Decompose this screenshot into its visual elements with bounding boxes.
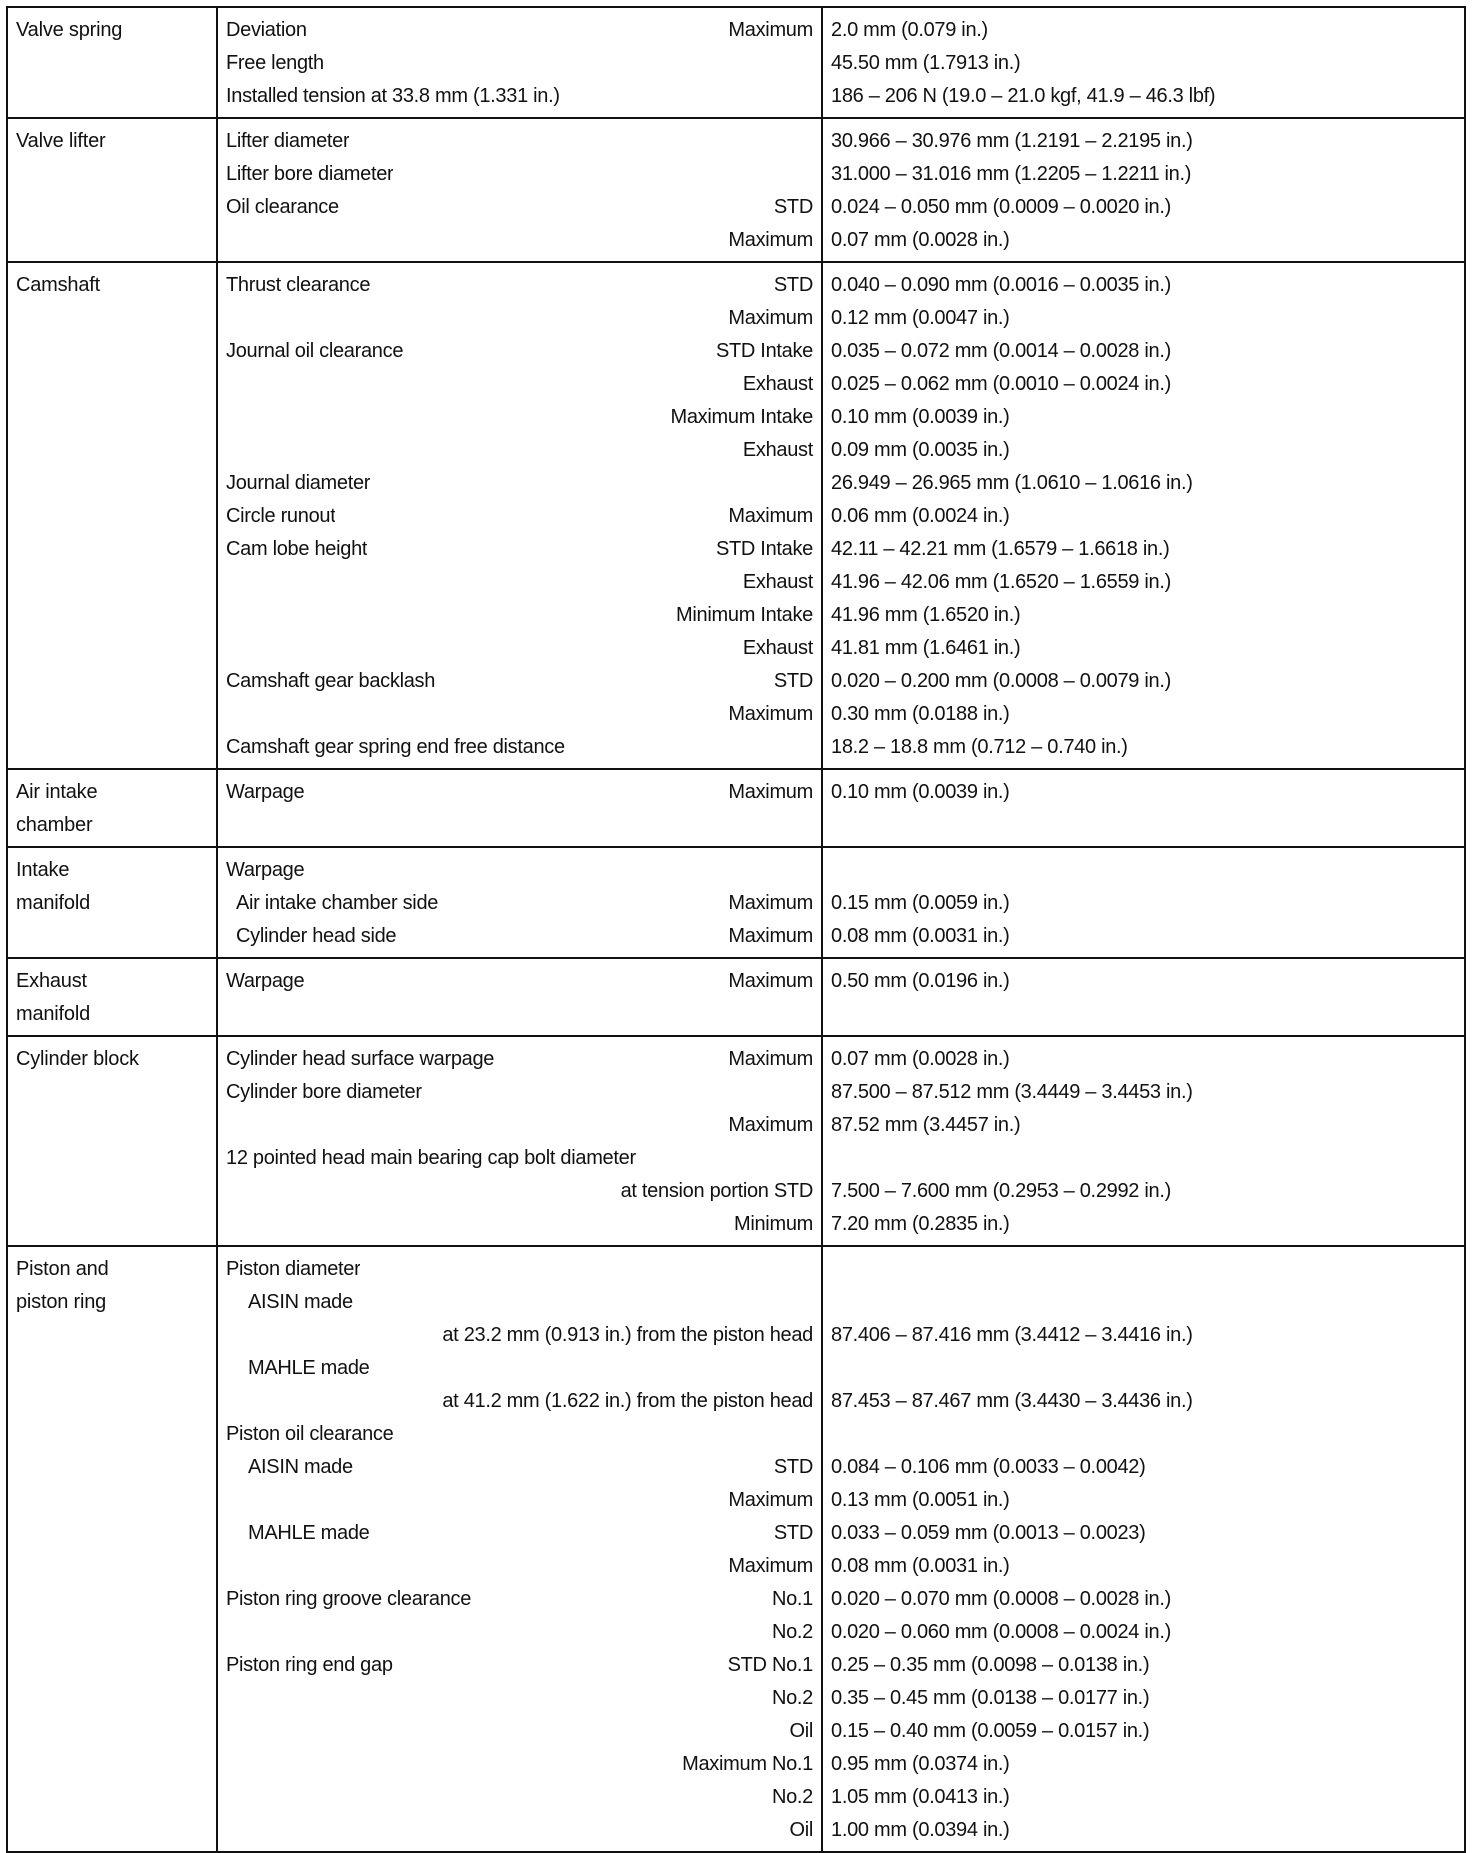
spec-value (831, 1142, 1456, 1175)
spec-line (226, 434, 813, 467)
spec-qualifier: STD (773, 1522, 813, 1544)
spec-section (7, 118, 1465, 262)
spec-section (7, 958, 1465, 1036)
item-cell (217, 1036, 822, 1246)
spec-label: MAHLE made (248, 1357, 370, 1379)
spec-label: Piston ring groove clearance (226, 1588, 472, 1610)
spec-value: 87.406 – 87.416 mm (3.4412 – 3.4416 in.) (831, 1324, 1193, 1346)
spec-value: 0.06 mm (0.0024 in.) (831, 505, 1010, 527)
spec-label: Deviation (226, 19, 307, 41)
spec-value: 45.50 mm (1.7913 in.) (831, 52, 1021, 74)
component-name: Exhaust manifold (16, 970, 90, 1025)
spec-qualifier: No.2 (771, 1786, 813, 1808)
spec-value: 7.20 mm (0.2835 in.) (831, 1213, 1010, 1235)
spec-line (226, 467, 813, 500)
spec-qualifier: Maximum (728, 307, 813, 329)
specification-table (6, 6, 1466, 1853)
component-cell (7, 1036, 217, 1246)
spec-line (226, 125, 813, 158)
spec-value: 87.453 – 87.467 mm (3.4430 – 3.4436 in.) (831, 1390, 1193, 1412)
spec-value: 26.949 – 26.965 mm (1.0610 – 1.0616 in.) (831, 472, 1193, 494)
spec-qualifier: Maximum (728, 229, 813, 251)
spec-qualifier: Maximum (728, 19, 813, 41)
spec-value: 30.966 – 30.976 mm (1.2191 – 2.2195 in.) (831, 130, 1193, 152)
spec-qualifier: STD Intake (715, 538, 813, 560)
spec-qualifier: at 41.2 mm (1.622 in.) from the piston head (442, 1390, 813, 1412)
spec-label: Journal oil clearance (226, 340, 404, 362)
spec-line (226, 14, 813, 47)
spec-label: Thrust clearance (226, 274, 371, 296)
spec-value: 0.024 – 0.050 mm (0.0009 – 0.0020 in.) (831, 196, 1171, 218)
item-cell (217, 1246, 822, 1852)
spec-label: AISIN made (248, 1291, 353, 1313)
spec-value: 0.08 mm (0.0031 in.) (831, 925, 1010, 947)
spec-value: 0.25 – 0.35 mm (0.0098 – 0.0138 in.) (831, 1654, 1150, 1676)
component-name: Cylinder block (16, 1048, 139, 1070)
item-cell (217, 847, 822, 958)
spec-qualifier: No.2 (771, 1621, 813, 1643)
spec-label: Cylinder head surface warpage (226, 1048, 495, 1070)
item-cell (217, 118, 822, 262)
item-cell (217, 262, 822, 769)
spec-label: Warpage (226, 970, 305, 992)
value-cell (822, 1036, 1465, 1246)
spec-line (226, 1748, 813, 1781)
spec-line (226, 1319, 813, 1352)
spec-value: 87.500 – 87.512 mm (3.4449 – 3.4453 in.) (831, 1081, 1193, 1103)
spec-qualifier: STD (773, 274, 813, 296)
spec-section (7, 1246, 1465, 1852)
component-cell (7, 1246, 217, 1852)
spec-line (226, 1715, 813, 1748)
spec-value: 7.500 – 7.600 mm (0.2953 – 0.2992 in.) (831, 1180, 1171, 1202)
spec-value: 0.07 mm (0.0028 in.) (831, 229, 1010, 251)
spec-line (226, 80, 813, 113)
spec-line (226, 191, 813, 224)
spec-label: 12 pointed head main bearing cap bolt diameter (226, 1147, 636, 1169)
spec-qualifier: Maximum (728, 505, 813, 527)
spec-label: Journal diameter (226, 472, 371, 494)
spec-qualifier: Exhaust (742, 571, 813, 593)
spec-qualifier: STD Intake (715, 340, 813, 362)
component-name: Piston and piston ring (16, 1258, 109, 1313)
spec-label: MAHLE made (248, 1522, 370, 1544)
spec-label: Piston oil clearance (226, 1423, 394, 1445)
spec-line (226, 1043, 813, 1076)
spec-line (226, 368, 813, 401)
spec-qualifier: Maximum (728, 970, 813, 992)
spec-label: Lifter diameter (226, 130, 350, 152)
spec-line (226, 1109, 813, 1142)
spec-value: 0.15 mm (0.0059 in.) (831, 892, 1010, 914)
spec-value: 0.50 mm (0.0196 in.) (831, 970, 1010, 992)
spec-qualifier: No.1 (771, 1588, 813, 1610)
spec-value: 0.10 mm (0.0039 in.) (831, 781, 1010, 803)
spec-line (226, 401, 813, 434)
spec-line (226, 269, 813, 302)
spec-qualifier: Minimum (733, 1213, 813, 1235)
spec-value: 0.12 mm (0.0047 in.) (831, 307, 1010, 329)
spec-value: 0.033 – 0.059 mm (0.0013 – 0.0023) (831, 1522, 1146, 1544)
spec-label: Warpage (226, 781, 305, 803)
spec-line (226, 1649, 813, 1682)
spec-value: 42.11 – 42.21 mm (1.6579 – 1.6618 in.) (831, 538, 1170, 560)
spec-label: Camshaft gear spring end free distance (226, 736, 565, 758)
spec-line (226, 1352, 813, 1385)
spec-line (226, 920, 813, 953)
spec-line (226, 224, 813, 257)
spec-value: 2.0 mm (0.079 in.) (831, 19, 988, 41)
spec-line (226, 500, 813, 533)
value-cell (822, 847, 1465, 958)
spec-line (226, 1142, 813, 1175)
item-cell (217, 958, 822, 1036)
spec-section (7, 7, 1465, 118)
spec-label: Piston diameter (226, 1258, 361, 1280)
spec-line (226, 1781, 813, 1814)
spec-label: Piston ring end gap (226, 1654, 393, 1676)
spec-value: 186 – 206 N (19.0 – 21.0 kgf, 41.9 – 46.3 lbf) (831, 85, 1216, 107)
spec-value (831, 854, 1456, 887)
spec-label: Warpage (226, 859, 305, 881)
spec-value: 0.035 – 0.072 mm (0.0014 – 0.0028 in.) (831, 340, 1171, 362)
component-name: Air intake chamber (16, 781, 98, 836)
spec-line (226, 1583, 813, 1616)
spec-qualifier: STD No.1 (727, 1654, 813, 1676)
specification-table-body (7, 7, 1465, 1852)
spec-line (226, 599, 813, 632)
spec-line (226, 1682, 813, 1715)
spec-line (226, 965, 813, 998)
spec-value: 41.96 mm (1.6520 in.) (831, 604, 1021, 626)
spec-line (226, 731, 813, 764)
spec-line (226, 566, 813, 599)
spec-line (226, 887, 813, 920)
spec-line (226, 1286, 813, 1319)
spec-line (226, 335, 813, 368)
spec-section (7, 262, 1465, 769)
value-cell (822, 7, 1465, 118)
spec-qualifier: STD (773, 670, 813, 692)
spec-value (831, 1418, 1456, 1451)
component-cell (7, 958, 217, 1036)
spec-value: 41.96 – 42.06 mm (1.6520 – 1.6559 in.) (831, 571, 1171, 593)
spec-section (7, 769, 1465, 847)
spec-label: Cylinder head side (236, 925, 397, 947)
spec-line (226, 47, 813, 80)
spec-line (226, 632, 813, 665)
component-name: Valve spring (16, 19, 123, 41)
spec-qualifier: Oil (789, 1819, 813, 1841)
value-cell (822, 1246, 1465, 1852)
component-cell (7, 847, 217, 958)
value-cell (822, 118, 1465, 262)
spec-value: 0.040 – 0.090 mm (0.0016 – 0.0035 in.) (831, 274, 1171, 296)
spec-qualifier: Exhaust (742, 439, 813, 461)
spec-value: 0.95 mm (0.0374 in.) (831, 1753, 1010, 1775)
spec-qualifier: Maximum (728, 1114, 813, 1136)
item-cell (217, 769, 822, 847)
component-cell (7, 118, 217, 262)
spec-label: AISIN made (248, 1456, 353, 1478)
spec-value: 0.10 mm (0.0039 in.) (831, 406, 1010, 428)
spec-line (226, 1175, 813, 1208)
value-cell (822, 769, 1465, 847)
component-cell (7, 7, 217, 118)
spec-value: 0.020 – 0.060 mm (0.0008 – 0.0024 in.) (831, 1621, 1171, 1643)
component-cell (7, 262, 217, 769)
spec-value: 0.020 – 0.070 mm (0.0008 – 0.0028 in.) (831, 1588, 1171, 1610)
item-cell (217, 7, 822, 118)
spec-value: 0.09 mm (0.0035 in.) (831, 439, 1010, 461)
spec-line (226, 533, 813, 566)
spec-qualifier: Maximum No.1 (682, 1753, 813, 1775)
spec-line (226, 1484, 813, 1517)
spec-line (226, 1616, 813, 1649)
spec-line (226, 776, 813, 809)
spec-line (226, 1451, 813, 1484)
spec-line (226, 698, 813, 731)
spec-qualifier: Maximum (728, 781, 813, 803)
spec-value: 18.2 – 18.8 mm (0.712 – 0.740 in.) (831, 736, 1128, 758)
spec-line (226, 1418, 813, 1451)
spec-qualifier: Oil (789, 1720, 813, 1742)
spec-value (831, 1253, 1456, 1286)
spec-label: Oil clearance (226, 196, 339, 218)
spec-value: 0.35 – 0.45 mm (0.0138 – 0.0177 in.) (831, 1687, 1150, 1709)
value-cell (822, 958, 1465, 1036)
component-name: Camshaft (16, 274, 100, 296)
component-name: Intake manifold (16, 859, 90, 914)
spec-value: 31.000 – 31.016 mm (1.2205 – 1.2211 in.) (831, 163, 1192, 185)
spec-line (226, 854, 813, 887)
spec-label: Circle runout (226, 505, 336, 527)
spec-line (226, 665, 813, 698)
spec-qualifier: Maximum (728, 703, 813, 725)
spec-label: Cylinder bore diameter (226, 1081, 422, 1103)
spec-section (7, 1036, 1465, 1246)
spec-value (831, 1286, 1456, 1319)
spec-line (226, 1814, 813, 1847)
spec-qualifier: Minimum Intake (676, 604, 813, 626)
spec-value: 0.30 mm (0.0188 in.) (831, 703, 1010, 725)
value-cell (822, 262, 1465, 769)
spec-qualifier: Maximum (728, 1489, 813, 1511)
spec-line (226, 158, 813, 191)
spec-qualifier: STD (773, 1456, 813, 1478)
spec-qualifier: at 23.2 mm (0.913 in.) from the piston head (442, 1324, 813, 1346)
spec-qualifier: Exhaust (742, 637, 813, 659)
spec-qualifier: Maximum (728, 1555, 813, 1577)
spec-value: 0.08 mm (0.0031 in.) (831, 1555, 1010, 1577)
component-name: Valve lifter (16, 130, 106, 152)
spec-section (7, 847, 1465, 958)
spec-value: 0.07 mm (0.0028 in.) (831, 1048, 1010, 1070)
spec-value (831, 1352, 1456, 1385)
spec-qualifier: Maximum (728, 1048, 813, 1070)
spec-label: Cam lobe height (226, 538, 368, 560)
spec-value: 0.15 – 0.40 mm (0.0059 – 0.0157 in.) (831, 1720, 1150, 1742)
spec-value: 1.05 mm (0.0413 in.) (831, 1786, 1010, 1808)
spec-line (226, 1550, 813, 1583)
spec-label: Installed tension at 33.8 mm (1.331 in.) (226, 85, 560, 107)
spec-line (226, 1076, 813, 1109)
spec-line (226, 1208, 813, 1241)
spec-value: 87.52 mm (3.4457 in.) (831, 1114, 1021, 1136)
spec-value: 0.020 – 0.200 mm (0.0008 – 0.0079 in.) (831, 670, 1171, 692)
spec-qualifier: STD (773, 196, 813, 218)
spec-value: 41.81 mm (1.6461 in.) (831, 637, 1021, 659)
spec-value: 0.13 mm (0.0051 in.) (831, 1489, 1010, 1511)
spec-line (226, 1253, 813, 1286)
spec-qualifier: Maximum Intake (670, 406, 813, 428)
spec-qualifier: Maximum (728, 925, 813, 947)
component-cell (7, 769, 217, 847)
spec-value: 1.00 mm (0.0394 in.) (831, 1819, 1010, 1841)
spec-label: Lifter bore diameter (226, 163, 394, 185)
spec-qualifier: No.2 (771, 1687, 813, 1709)
spec-qualifier: Exhaust (742, 373, 813, 395)
spec-value: 0.025 – 0.062 mm (0.0010 – 0.0024 in.) (831, 373, 1171, 395)
spec-line (226, 1385, 813, 1418)
spec-value: 0.084 – 0.106 mm (0.0033 – 0.0042) (831, 1456, 1146, 1478)
spec-label: Free length (226, 52, 324, 74)
spec-line (226, 302, 813, 335)
spec-qualifier: at tension portion STD (620, 1180, 813, 1202)
spec-line (226, 1517, 813, 1550)
spec-label: Camshaft gear backlash (226, 670, 436, 692)
spec-label: Air intake chamber side (236, 892, 439, 914)
spec-qualifier: Maximum (728, 892, 813, 914)
